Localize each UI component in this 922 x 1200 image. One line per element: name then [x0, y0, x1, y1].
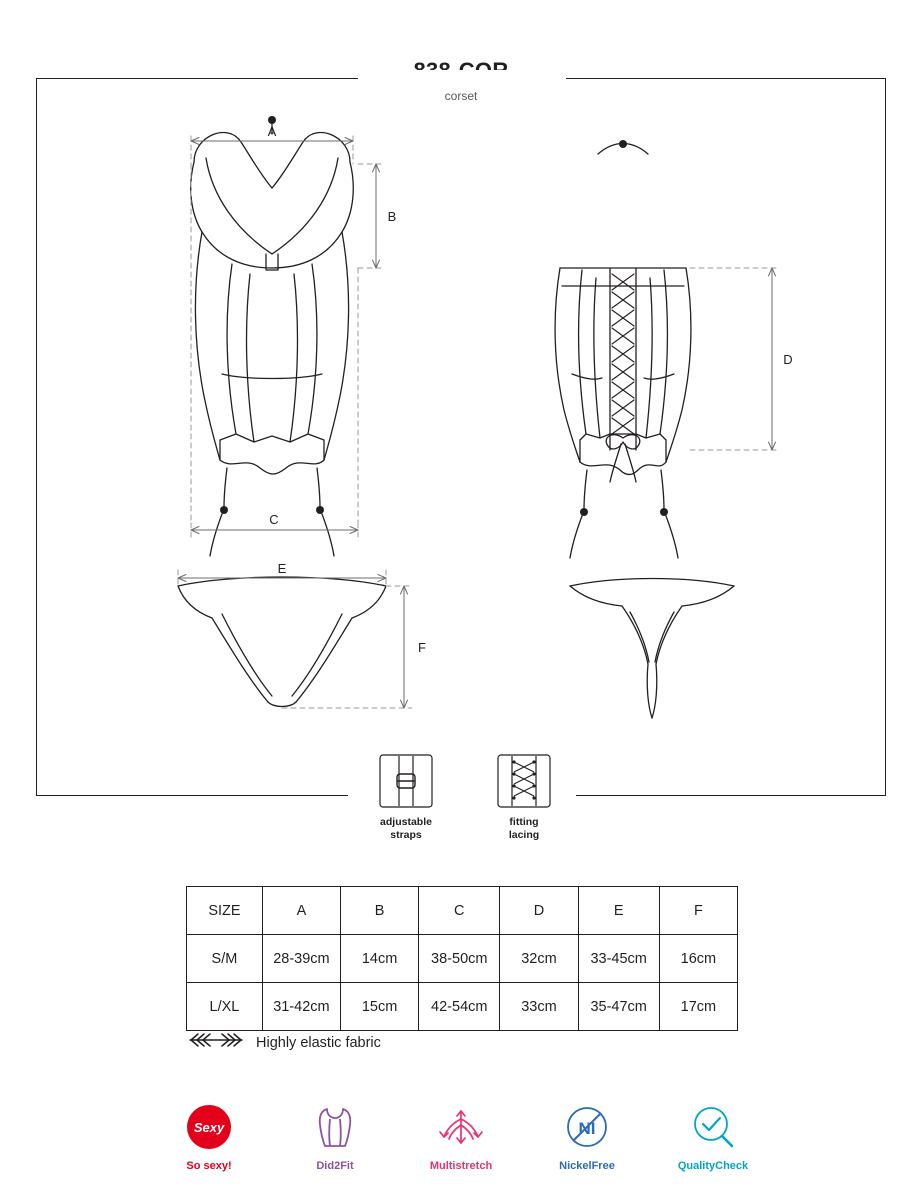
- svg-text:NI: NI: [578, 1119, 596, 1138]
- table-cell: 14cm: [341, 935, 419, 983]
- table-cell: 33-45cm: [578, 935, 659, 983]
- badge-label: So sexy!: [186, 1160, 232, 1172]
- table-header-row: [187, 887, 738, 935]
- table-header-cell: C: [419, 887, 500, 935]
- badge-label: Multistretch: [429, 1160, 493, 1172]
- table-header-cell: F: [659, 887, 737, 935]
- badge-did2fit: [289, 1098, 381, 1172]
- badge-label: NickelFree: [559, 1160, 615, 1172]
- table-header-cell: E: [578, 887, 659, 935]
- multistretch-icon: [415, 1098, 507, 1156]
- qualitycheck-icon: [667, 1098, 759, 1156]
- elastic-arrows-icon: [186, 1032, 246, 1053]
- table-cell: 17cm: [659, 983, 737, 1031]
- size-chart: [186, 886, 738, 1031]
- feature-fitting-lacing: [483, 752, 565, 842]
- page-subtitle: corset: [444, 89, 478, 103]
- table-cell: 32cm: [500, 935, 578, 983]
- feature-label-line1: adjustable: [380, 816, 432, 828]
- table-header-cell: SIZE: [187, 887, 263, 935]
- feature-icons: [355, 752, 575, 842]
- table-cell: 16cm: [659, 935, 737, 983]
- table-cell: 33cm: [500, 983, 578, 1031]
- table-header-cell: D: [500, 887, 578, 935]
- so-sexy-icon: [163, 1098, 255, 1156]
- adjustable-straps-icon: [365, 752, 447, 810]
- dim-label-d: D: [783, 352, 793, 367]
- feature-label-line2: lacing: [508, 829, 540, 842]
- badge-multistretch: [415, 1098, 507, 1172]
- badge-so-sexy: [163, 1098, 255, 1172]
- feature-label-line2: straps: [390, 829, 422, 842]
- table-cell: L/XL: [187, 983, 263, 1031]
- feature-adjustable-straps: [365, 752, 447, 842]
- table-header-cell: B: [341, 887, 419, 935]
- table-row: [187, 935, 738, 983]
- svg-text:Sexy: Sexy: [193, 1120, 225, 1135]
- technical-drawings: [36, 78, 886, 796]
- dim-label-a: A: [267, 124, 277, 139]
- did2fit-icon: [289, 1098, 381, 1156]
- table-header-cell: A: [262, 887, 340, 935]
- brand-badges: [0, 1098, 922, 1172]
- table-cell: 42-54cm: [419, 983, 500, 1031]
- nickelfree-icon: [541, 1098, 633, 1156]
- dim-label-f: F: [418, 640, 426, 655]
- table-row: [187, 983, 738, 1031]
- table-cell: 28-39cm: [262, 935, 340, 983]
- dim-label-c: C: [269, 512, 279, 527]
- badge-label: QualityCheck: [677, 1160, 749, 1172]
- dim-label-b: B: [387, 209, 397, 224]
- dim-label-e: E: [277, 561, 287, 576]
- table-cell: S/M: [187, 935, 263, 983]
- badge-label: Did2Fit: [316, 1160, 354, 1172]
- table-cell: 15cm: [341, 983, 419, 1031]
- badge-nickelfree: [541, 1098, 633, 1172]
- fitting-lacing-icon: [483, 752, 565, 810]
- table-cell: 31-42cm: [262, 983, 340, 1031]
- badge-qualitycheck: [667, 1098, 759, 1172]
- feature-label-line1: fitting: [509, 816, 539, 828]
- elastic-fabric-note: [186, 1032, 381, 1053]
- table-cell: 35-47cm: [578, 983, 659, 1031]
- elastic-fabric-text: Highly elastic fabric: [256, 1034, 381, 1051]
- table-cell: 38-50cm: [419, 935, 500, 983]
